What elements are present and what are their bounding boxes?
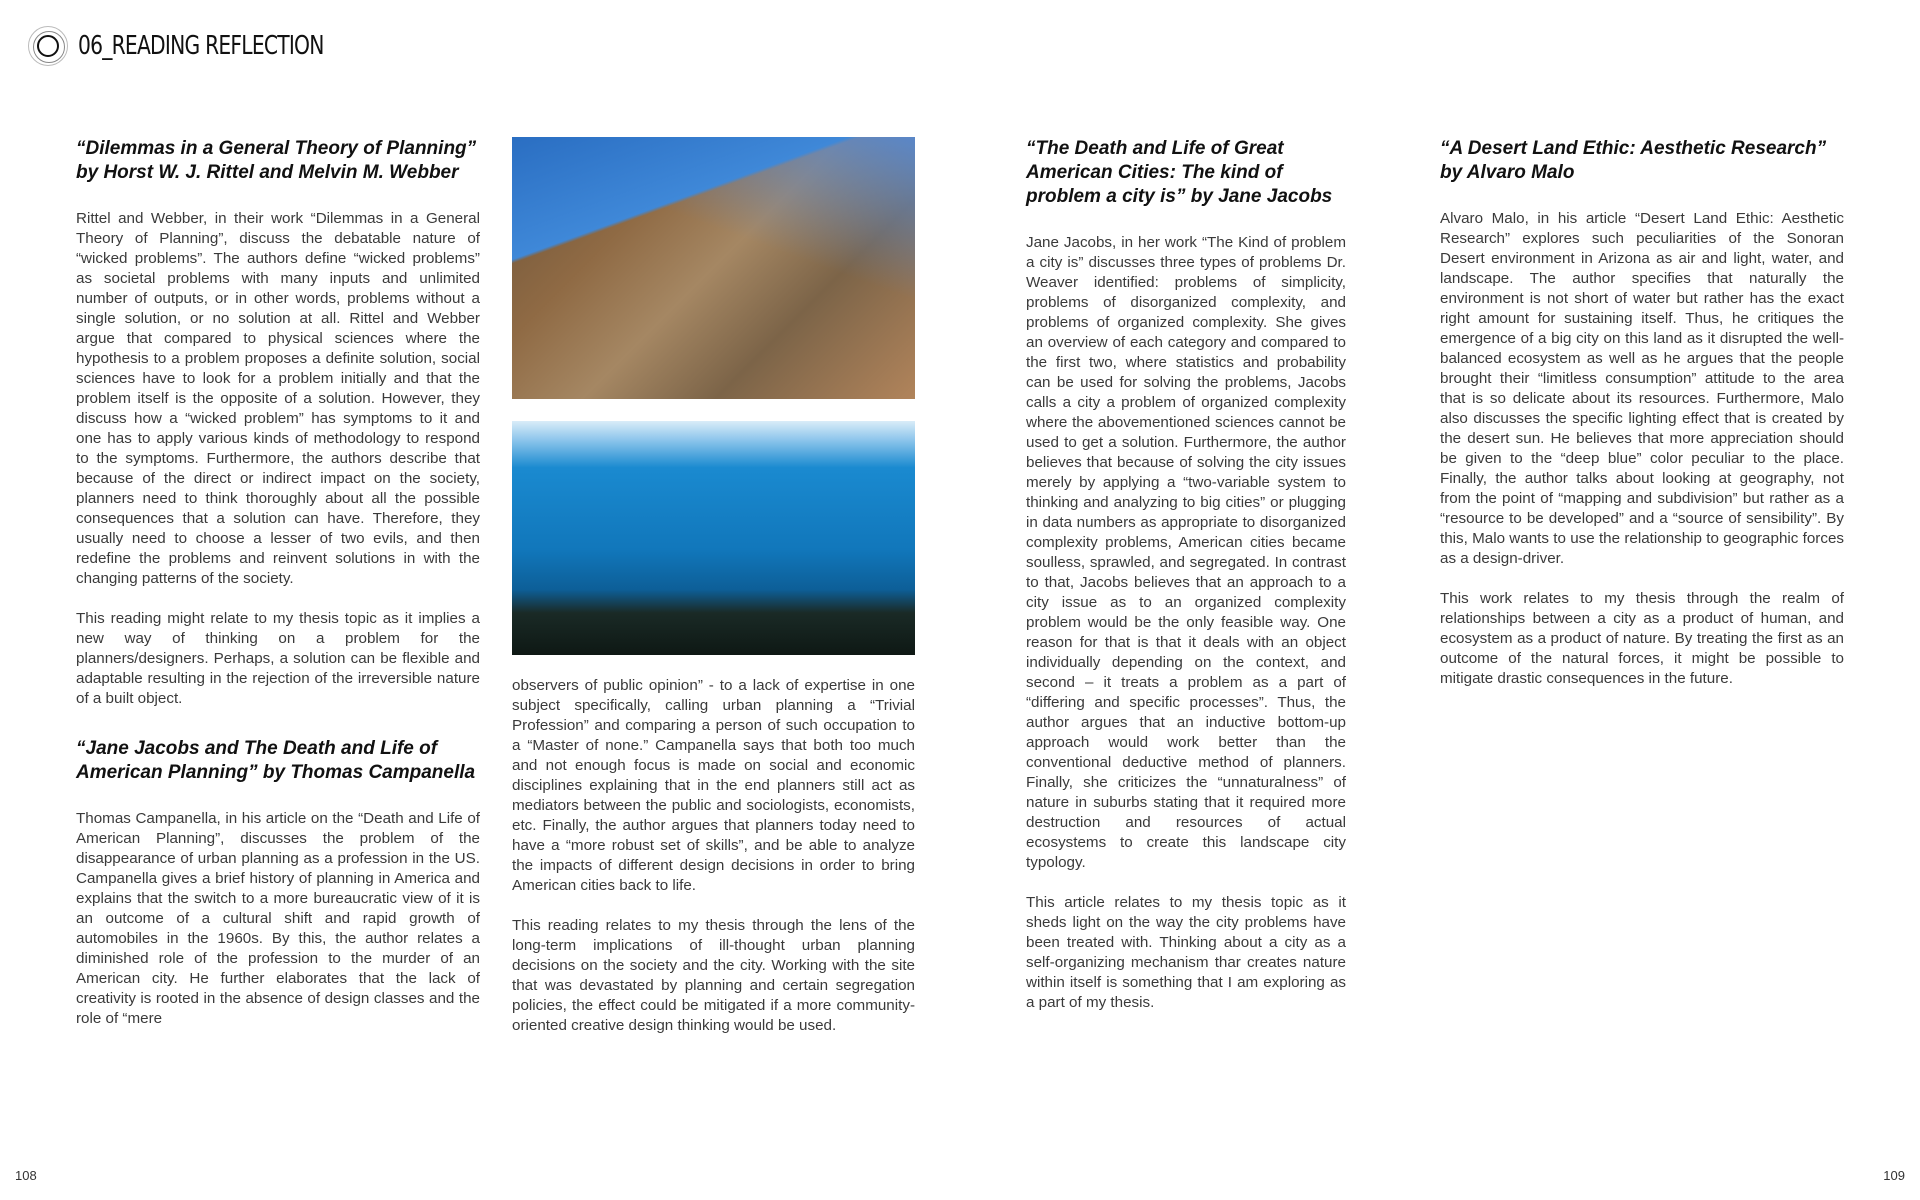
section-title: 06_READING REFLECTION: [78, 31, 324, 61]
reading-summary: observers of public opinion” - to a lack of expertise in one subject specifically, calling urban planning a “Trivial Profession” and comparing a person of such occupation to a “Master of none.” Campanella says that both too much and not enough focus is made on social and economic disciplines explaining that in the end planners still act as mediators between the public and sociologists, economists, etc. Finally, the author argues that planners today need to have a “more robust set of skills”, and be able to analyze the impacts of different design decisions in order to bring American cities back to life.: [512, 677, 915, 894]
desert-mountain-photo: [512, 137, 915, 399]
reading-summary: Jane Jacobs, in her work “The Kind of problem a city is” discusses three types of problems Dr. Weaver identified: problems of simplicity, problems of disorganized complexity, and problems of organized complexity. She gives an overview of each category and compared to the first two, where statistics and probability can be used for solving the problems, Jacobs calls a city a problem of organized complexity where the abovementioned sciences cannot be used to get a solution. Furthermore, the author believes that because of solving the city issues merely by applying a “two-variable system to thinking and analyzing to big cities” or plugging in data numbers as appropriate to disorganized complexity problems, American cities became soulless, sprawled, and segregated. In contrast to that, Jacobs believes that an approach to a city issue as to an organized complexity problem would be the only feasible way. One reason for that is that it deals with an object individually depending on the context, and second – it treats a problem as a part of “differing and specific processes”. Thus, the author argues that an inductive bottom-up approach would work better than the conventional deductive method of planners. Finally, she criticizes the “unnaturalness” of nature in suburbs stating that it required more destruction and resources of actual ecosystems to create this landscape city typology.: [1026, 234, 1346, 871]
page-number-right: 109: [1883, 1168, 1905, 1183]
city-aerial-photo: [512, 421, 915, 655]
reading-heading: “Jane Jacobs and The Death and Life of American Planning” by Thomas Campanella: [76, 738, 476, 783]
column-4: [1440, 137, 1844, 709]
reading-summary: Thomas Campanella, in his article on the “Death and Life of American Planning”, discusses the problem of the disappearance of urban planning as a profession in the US. Campanella gives a brief history of planning in America and explains that the switch to a more bureaucratic view of it is an outcome of a cultural shift and rapid growth of automobiles in the 1960s. By this, the author relates a diminished role of the profession to the murder of an American city. He further elaborates that the lack of creativity is rooted in the absence of design classes and the role of “mere: [76, 810, 480, 1027]
reading-heading: “The Death and Life of Great American Cities: The kind of problem a city is” by Jane Jacobs: [1026, 138, 1333, 207]
column-3: [1026, 137, 1346, 1033]
reading-summary: Alvaro Malo, in his article “Desert Land Ethic: Aesthetic Research” explores such peculiarities of the Sonoran Desert environment in Arizona as air and light, water, and landscape. The author specifies that naturally the environment is not short of water but rather has the exact right amount for sustaining itself. Thus, he critiques the emergence of a big city on this land as it disrupted the well-balanced ecosystem as well as he argues that the people brought their “limitless consumption” attitude to the area that is so delicate about its resources. Furthermore, Malo also discusses the specific lighting effect that is created by the desert sun. He believes that more appreciation should be given to the “deep blue” color peculiar to the place. Finally, the author talks about looking at geography, not from the point of “mapping and subdivision” but rather as a “resource to be developed” and a “source of sensibility”. By this, Malo wants to use the relationship to geographic forces as a design-driver.: [1440, 210, 1844, 567]
reading-reflection: This work relates to my thesis through the realm of relationships between a city as a product of human, and ecosystem as a product of nature. By treating the first as an outcome of the natural forces, it might be possible to mitigate drastic consequences in the future.: [1440, 590, 1844, 687]
concentric-circles-logo-icon: [28, 26, 68, 66]
page-number-left: 108: [15, 1168, 37, 1183]
column-2: [512, 676, 915, 1056]
column-1: [76, 137, 480, 1049]
reading-heading: “Dilemmas in a General Theory of Planning” by Horst W. J. Rittel and Melvin M. Webber: [76, 138, 477, 183]
page-header: [28, 26, 393, 66]
reading-reflection: This reading relates to my thesis through the lens of the long-term implications of ill-thought urban planning decisions on the society and the city. Working with the site that was devastated by planning and certain segregation policies, the effect could be mitigated if a more community-oriented creative design thinking would be used.: [512, 917, 915, 1034]
reading-reflection: This reading might relate to my thesis topic as it implies a new way of thinking on a problem for the planners/designers. Perhaps, a solution can be flexible and adaptable resulting in the rejection of the irreversible nature of a built object.: [76, 610, 480, 707]
reading-summary: Rittel and Webber, in their work “Dilemmas in a General Theory of Planning”, discuss the debatable nature of “wicked problems”. The authors define “wicked problems” as societal problems with many inputs and unlimited number of outputs, or in other words, problems without a single solution, or no solution at all. Rittel and Webber argue that compared to physical sciences where the hypothesis to a problem proposes a definite solution, social sciences have to look for a problem initially and that the problem itself is the opposite of a solution. However, they discuss how a “wicked problem” has symptoms to it and one has to apply various kinds of methodology to respond to the symptoms. Furthermore, the authors describe that because of the direct or indirect impact on the society, planners need to think thoroughly about all the possible consequences that a solution can have. Therefore, they usually need to choose a lesser of two evils, and then redefine the problems and reinvent solutions in with the changing patterns of the society.: [76, 210, 480, 587]
reading-reflection: This article relates to my thesis topic as it sheds light on the way the city problems have been treated with. Thinking about a city as a self-organizing mechanism thar creates nature within itself is something that I am exploring as a part of my thesis.: [1026, 894, 1346, 1011]
reading-heading: “A Desert Land Ethic: Aesthetic Research” by Alvaro Malo: [1440, 138, 1827, 183]
